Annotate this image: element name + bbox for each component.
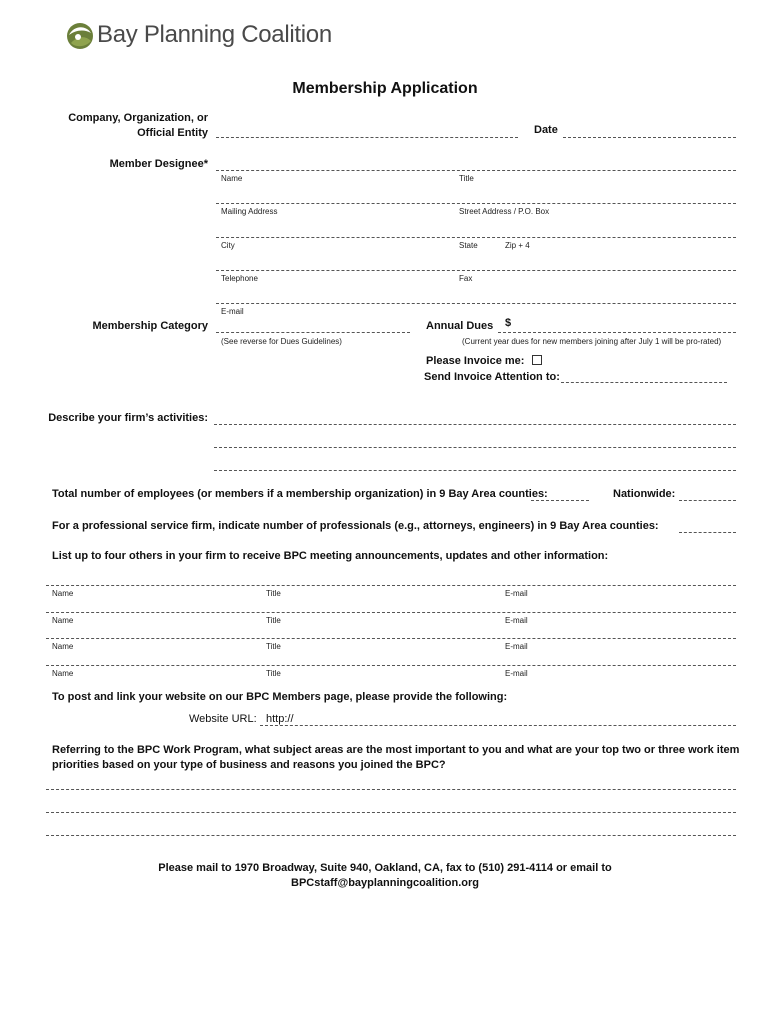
title-caption: Title [459, 174, 474, 183]
date-label: Date [534, 124, 558, 136]
website-value: http:// [266, 713, 294, 725]
website-prompt: To post and link your website on our BPC Members page, please provide the following: [52, 691, 508, 703]
attention-field[interactable] [561, 382, 727, 383]
contact-title-caption: Title [266, 616, 281, 625]
activities-line-3[interactable] [214, 470, 736, 471]
employees-label: Total number of employees (or members if a membership organization) in 9 Bay Area counties: [52, 488, 548, 500]
employees-field[interactable] [531, 500, 589, 501]
attention-label: Send Invoice Attention to: [424, 371, 560, 383]
professionals-field[interactable] [679, 532, 736, 533]
contact-email-caption: E-mail [505, 616, 528, 625]
zip-caption: Zip + 4 [505, 241, 530, 250]
website-label: Website URL: [189, 713, 257, 725]
contact-title-caption: Title [266, 589, 281, 598]
email-field[interactable] [216, 303, 736, 304]
name-caption: Name [221, 174, 243, 183]
dues-note: (Current year dues for new members joining after July 1 will be pro-rated) [462, 337, 722, 346]
dues-symbol: $ [505, 317, 512, 329]
professionals-label: For a professional service firm, indicate number of professionals (e.g., attorneys, engineers) in 9 Bay Area counties: [52, 520, 659, 532]
contact-line-1[interactable] [46, 585, 736, 586]
contact-email-caption: E-mail [505, 589, 528, 598]
invoice-label: Please Invoice me: [426, 355, 525, 367]
invoice-row [426, 355, 542, 367]
designee-name-field[interactable] [216, 170, 736, 171]
logo [66, 20, 332, 52]
activities-label: Describe your firm’s activities: [48, 412, 208, 424]
logo-text: Bay Planning Coalition [97, 21, 332, 48]
telephone-caption: Telephone [221, 274, 258, 283]
city-field[interactable] [216, 237, 736, 238]
contact-name-caption: Name [52, 616, 74, 625]
contact-email-caption: E-mail [505, 669, 528, 678]
work-program-line-1[interactable] [46, 789, 736, 790]
list-label: List up to four others in your firm to receive BPC meeting announcements, updates and other information: [52, 550, 609, 562]
email-caption: E-mail [221, 307, 244, 316]
mailing-caption: Mailing Address [221, 207, 278, 216]
work-program-line-3[interactable] [46, 835, 736, 836]
telephone-field[interactable] [216, 270, 736, 271]
designee-label: Member Designee* [109, 158, 208, 170]
nationwide-field[interactable] [679, 500, 736, 501]
contact-title-caption: Title [266, 642, 281, 651]
activities-line-1[interactable] [214, 424, 736, 425]
activities-line-2[interactable] [214, 447, 736, 448]
contact-email-caption: E-mail [505, 642, 528, 651]
city-caption: City [221, 241, 235, 250]
contact-name-caption: Name [52, 669, 74, 678]
page-title: Membership Application [292, 80, 478, 97]
category-field[interactable] [216, 332, 410, 333]
address-field[interactable] [216, 203, 736, 204]
footer-email: BPCstaff@bayplanningcoalition.org [291, 877, 479, 889]
contact-line-3[interactable] [46, 638, 736, 639]
category-note: (See reverse for Dues Guidelines) [221, 337, 342, 346]
contact-name-caption: Name [52, 642, 74, 651]
category-label: Membership Category [92, 320, 208, 332]
date-field[interactable] [563, 137, 736, 138]
company-field[interactable] [216, 137, 518, 138]
contact-name-caption: Name [52, 589, 74, 598]
work-program-line-2[interactable] [46, 812, 736, 813]
footer-address: Please mail to 1970 Broadway, Suite 940, Oakland, CA, fax to (510) 291-4114 or email to [158, 862, 612, 874]
nationwide-label: Nationwide: [613, 488, 676, 500]
contact-line-4[interactable] [46, 665, 736, 666]
invoice-checkbox[interactable] [532, 355, 542, 365]
work-program-question: Referring to the BPC Work Program, what subject areas are the most important to you and what are your top two or three work item priorities based on your type of business and reasons you joined the BPC? [52, 744, 740, 771]
state-caption: State [459, 241, 478, 250]
dues-label: Annual Dues [426, 320, 494, 332]
website-field[interactable] [260, 725, 736, 726]
street-caption: Street Address / P.O. Box [459, 207, 550, 216]
dues-field[interactable] [498, 332, 736, 333]
company-label: Company, Organization, or Official Entity [68, 112, 208, 139]
contact-line-2[interactable] [46, 612, 736, 613]
logo-icon [66, 21, 94, 51]
contact-title-caption: Title [266, 669, 281, 678]
fax-caption: Fax [459, 274, 473, 283]
